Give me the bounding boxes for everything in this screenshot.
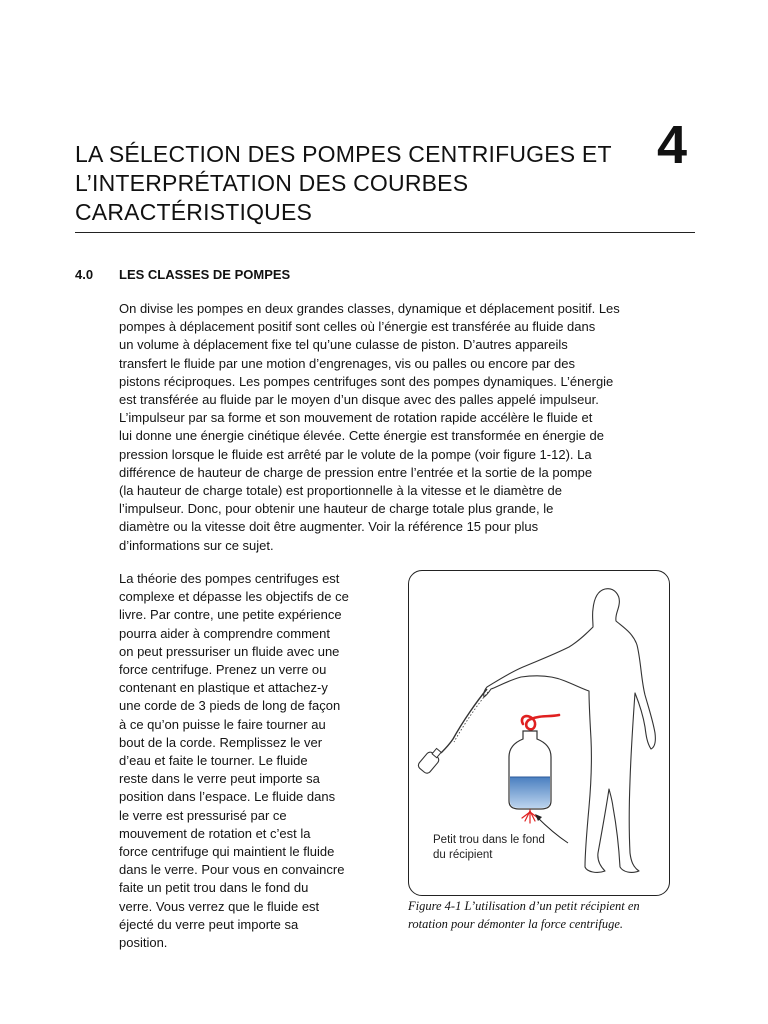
rope bbox=[441, 689, 487, 753]
swinging-bottle bbox=[417, 746, 444, 775]
paragraph-line: reste dans le verre peut importe sa bbox=[119, 771, 320, 787]
paragraph-line: position dans l’espace. Le fluide dans bbox=[119, 789, 336, 805]
paragraph-line: pompes à déplacement positif sont celles où l’énergie est transférée au fluide dans bbox=[119, 319, 596, 335]
rope-knot bbox=[522, 715, 559, 729]
figure-4-1 bbox=[408, 570, 670, 896]
caption-line: rotation pour démonter la force centrifuge. bbox=[408, 917, 624, 931]
paragraph-line: pression lorsque le fluide est arrêté par le volute de la pompe (voir figure 1-12). La bbox=[119, 446, 592, 462]
paragraph-line: transfert le fluide par une motion d’engrenages, vis ou palles ou encore par des bbox=[119, 355, 576, 371]
paragraph-line: position. bbox=[119, 935, 168, 951]
paragraph-line: diamètre ou la vitesse doit être augmenter. Voir la référence 15 pour plus bbox=[119, 519, 539, 535]
paragraph-line: mouvement de rotation et c’est la bbox=[119, 825, 311, 841]
paragraph-line: complexe et dépasse les objectifs de ce bbox=[119, 589, 349, 605]
paragraph-line: une corde de 3 pieds de long de façon bbox=[119, 698, 341, 714]
paragraph-line: différence de hauteur de charge de pression entre l’entrée et la sortie de la pompe bbox=[119, 464, 593, 480]
paragraph-line: d’informations sur ce sujet. bbox=[119, 537, 274, 553]
chapter-title bbox=[75, 140, 635, 227]
section-number: 4.0 bbox=[75, 267, 94, 282]
paragraph-line: le verre est pressurisé par ce bbox=[119, 807, 287, 823]
paragraph-line: un volume à déplacement fixe tel qu’une culasse de piston. D’autres appareils bbox=[119, 337, 568, 353]
water-fill bbox=[510, 777, 550, 808]
chapter-number: 4 bbox=[657, 115, 688, 175]
figure-label-line: Petit trou dans le fond bbox=[433, 834, 545, 846]
paragraph-line: La théorie des pompes centrifuges est bbox=[119, 571, 340, 586]
paragraph-line: on peut pressuriser un fluide avec une bbox=[119, 643, 340, 659]
paragraph-line: On divise les pompes en deux grandes classes, dynamique et déplacement positif. Les bbox=[119, 301, 620, 316]
figure-caption bbox=[408, 897, 698, 933]
title-divider bbox=[75, 232, 695, 233]
paragraph-line: livre. Par contre, une petite expérience bbox=[119, 607, 342, 623]
paragraph-line: lui donne une énergie cinétique élevée. Cette énergie est transformée en énergie de bbox=[119, 428, 604, 444]
paragraph-line: pourra aider à comprendre comment bbox=[119, 625, 330, 641]
paragraph-line: pistons réciproques. Les pompes centrifuges sont des pompes dynamiques. L’énergie bbox=[119, 373, 614, 389]
paragraph-line: bout de la corde. Remplissez le ver bbox=[119, 734, 323, 750]
paragraph-line: force centrifuge. Prenez un verre ou bbox=[119, 662, 327, 678]
paragraph-line: éjecté du verre peut importe sa bbox=[119, 916, 299, 932]
paragraph-line: (la hauteur de charge totale) est proportionnelle à la vitesse et le diamètre de bbox=[119, 483, 562, 499]
paragraph-line: est transférée au fluide par le moyen d’un disque avec des palles appelé impulseur. bbox=[119, 392, 599, 408]
chapter-title-line: L’INTERPRÉTATION DES COURBES bbox=[75, 170, 469, 196]
person-silhouette bbox=[484, 589, 656, 873]
paragraph-line: verre. Vous verrez que le fluide est bbox=[119, 898, 320, 914]
paragraph-line: dans le verre. Pour vous en convaincre bbox=[119, 862, 345, 878]
figure-label bbox=[433, 833, 545, 863]
paragraph-line: l’impulseur. Donc, pour obtenir une hauteur de charge totale plus grande, le bbox=[119, 501, 554, 517]
leak-jet bbox=[522, 810, 538, 823]
body-paragraph-2 bbox=[119, 570, 394, 952]
caption-line: Figure 4-1 L’utilisation d’un petit récipient en bbox=[408, 899, 640, 913]
chapter-title-line: CARACTÉRISTIQUES bbox=[75, 199, 313, 225]
paragraph-line: force centrifuge qui maintient le fluide bbox=[119, 844, 335, 860]
paragraph-line: à ce qu’on puisse le faire tourner au bbox=[119, 716, 326, 732]
paragraph-line: L’impulseur par sa forme et son mouvement de rotation rapide accélère le fluide et bbox=[119, 410, 593, 426]
section-heading: LES CLASSES DE POMPES bbox=[119, 267, 291, 282]
body-paragraph-1 bbox=[119, 300, 679, 555]
paragraph-line: contenant en plastique et attachez-y bbox=[119, 680, 328, 696]
paragraph-line: d’eau et faite le tourner. Le fluide bbox=[119, 753, 308, 769]
figure-label-line: du récipient bbox=[433, 849, 493, 861]
chapter-title-line: LA SÉLECTION DES POMPES CENTRIFUGES ET bbox=[75, 141, 612, 167]
paragraph-line: faite un petit trou dans le fond du bbox=[119, 880, 309, 896]
